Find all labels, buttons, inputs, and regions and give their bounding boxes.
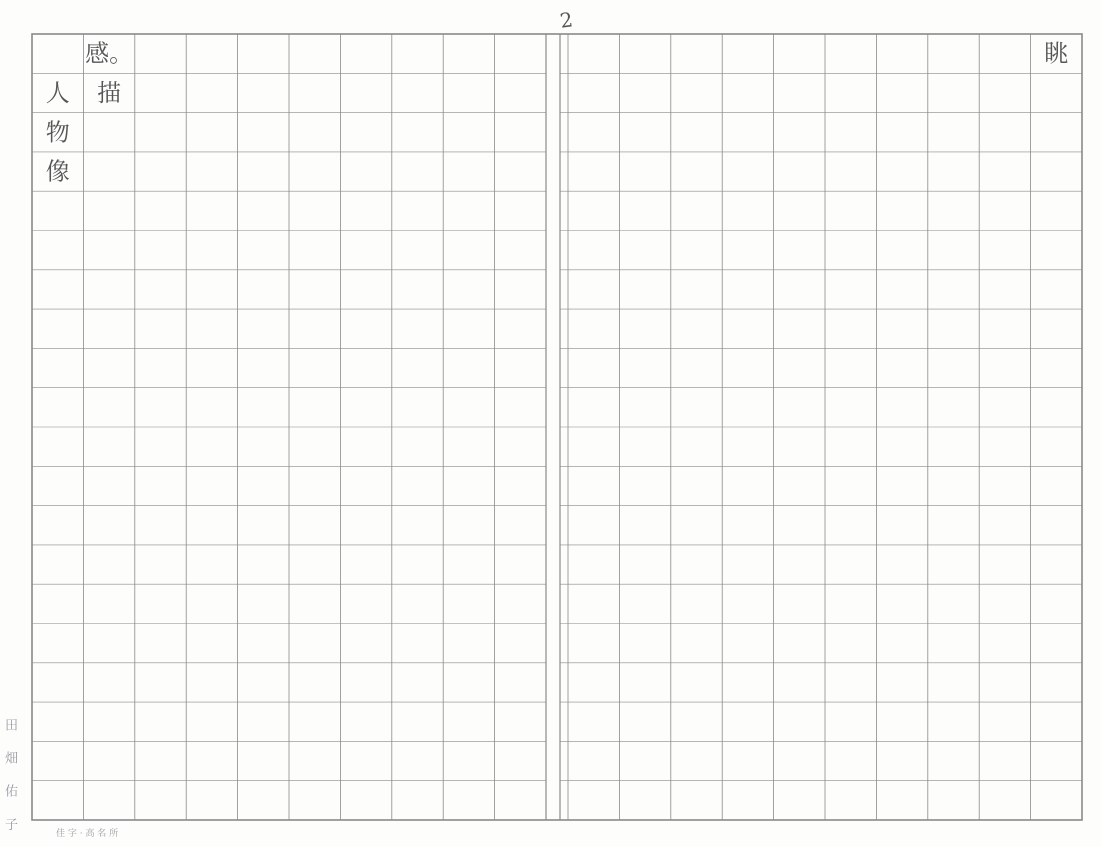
handwritten-character: 眺 [1044, 39, 1069, 68]
handwritten-character: 像 [45, 157, 70, 186]
handwritten-character: 描 [97, 78, 122, 107]
page-number: 2 [558, 7, 575, 33]
author-name-stamp: 田 畑 佑 子 [2, 718, 17, 839]
handwritten-character: 物 [45, 118, 70, 147]
handwritten-character: 人 [45, 78, 70, 107]
paper-maker-stamp: 佳 字 · 高 名 所 [56, 829, 119, 839]
handwritten-character: 感。 [85, 39, 134, 68]
